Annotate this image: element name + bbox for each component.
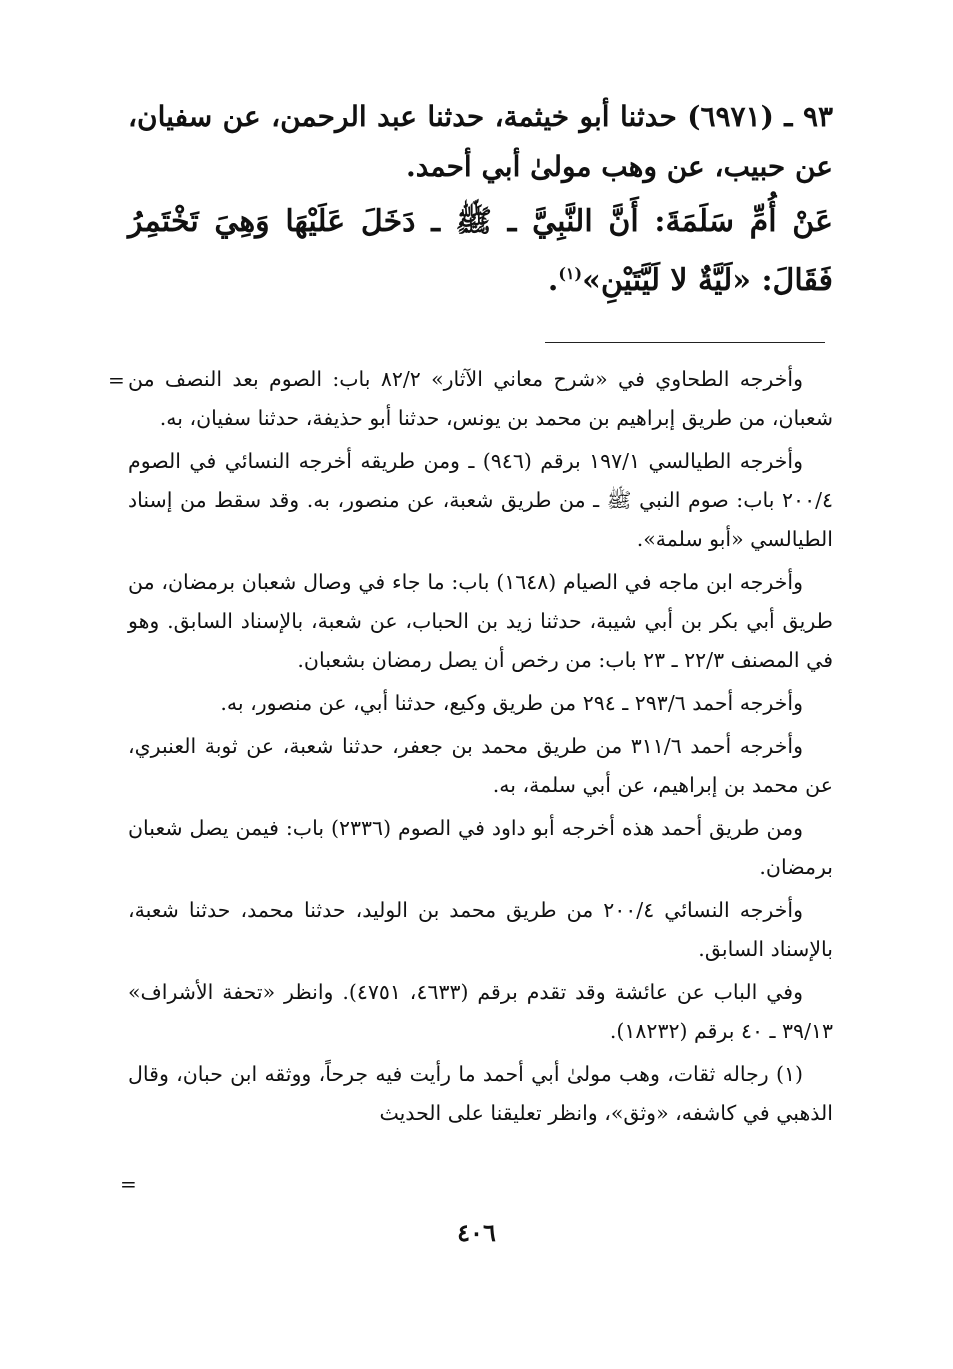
footnote-paragraph: وأخرجه النسائي ٢٠٠/٤ من طريق محمد بن الوليد، حدثنا محمد، حدثنا شعبة، بالإسناد السابق. bbox=[128, 898, 833, 961]
footnote-paragraph: ومن طريق أحمد هذه أخرجه أبو داود في الصوم (٢٣٣٦) باب: فيمن يصل شعبان برمضان. bbox=[128, 816, 833, 879]
hadith-number: ٩٣ bbox=[802, 100, 834, 133]
footnote-paragraph: وأخرجه الطحاوي في «شرح معاني الآثار» ٨٢/٢ باب: الصوم بعد النصف من شعبان، من طريق إبراهيم بن محمد بن يونس، حدثنا أبو حذيفة، حدثنا سفيان، به. bbox=[128, 367, 833, 430]
page-number: ٤٠٦ bbox=[457, 1218, 496, 1247]
hadith-header bbox=[128, 92, 833, 192]
footnote-paragraph: وفي الباب عن عائشة وقد تقدم برقم (٤٦٣٣، ٤٧٥١). وانظر «تحفة الأشراف» ٣٩/١٣ ـ ٤٠ برقم (١٨٢٣٢). bbox=[128, 980, 833, 1043]
matn-quote: «لَيَّةٌ لا لَيَّتَيْنِ» bbox=[582, 263, 752, 298]
footnote-divider bbox=[545, 342, 825, 343]
footnote-paragraph: وأخرجه ابن ماجه في الصيام (١٦٤٨) باب: ما جاء في وصال شعبان برمضان، من طريق أبي بكر بن أبي شيبة، حدثنا زيد بن الحباب، عن شعبة، بالإسناد السابق. وهو في المصنف ٢٢/٣ ـ ٢٣ باب: من رخص أن يصل رمضان بشعبان. bbox=[128, 570, 833, 672]
continuation-marker-bottom: = bbox=[120, 1172, 137, 1196]
footnote-1: (١) رجاله ثقات، وهب مولىٰ أبي أحمد ما رأيت فيه جرحاً، ووثقه ابن حبان، وقال الذهبي في كاشفه، «وثق»، وانظر تعليقنا على الحديث bbox=[128, 1062, 833, 1125]
number-dash: ـ bbox=[773, 100, 793, 133]
footnote-paragraph: وأخرجه أحمد ٢٩٣/٦ ـ ٢٩٤ من طريق وكيع، حدثنا أبي، عن منصور، به. bbox=[220, 691, 803, 715]
continuation-marker-top: = bbox=[108, 368, 125, 392]
hadith-reference: (٦٩٧١) bbox=[687, 100, 774, 133]
footnotes bbox=[128, 360, 833, 1137]
hadith-isnad: حدثنا أبو خيثمة، حدثنا عبد الرحمن، عن سفيان، عن حبيب، عن وهب مولىٰ أبي أحمد. bbox=[128, 100, 833, 183]
footnote-reference: (١) bbox=[558, 264, 583, 283]
matn-lead: عَنْ أُمِّ سَلَمَةَ: أَنَّ النَّبِيَّ ـ ﷺ ـ دَخَلَ عَلَيْهَا وَهِيَ تَخْتَمِرُ فَقَالَ: bbox=[128, 204, 833, 298]
footnote-paragraph: وأخرجه أحمد ٣١١/٦ من طريق محمد بن جعفر، حدثنا شعبة، عن ثوبة العنبري، عن محمد بن إبراهيم، عن أبي سلمة، به. bbox=[128, 734, 833, 797]
footnote-paragraph: وأخرجه الطيالسي ١٩٧/١ برقم (٩٤٦) ـ ومن طريقه أخرجه النسائي في الصوم ٢٠٠/٤ باب: صوم النبي ﷺ ـ من طريق شعبة، عن منصور، به. وقد سقط من إسناد الطيالسي «أبو سلمة». bbox=[128, 449, 833, 551]
hadith-matn bbox=[128, 196, 833, 307]
matn-end: . bbox=[547, 263, 559, 298]
